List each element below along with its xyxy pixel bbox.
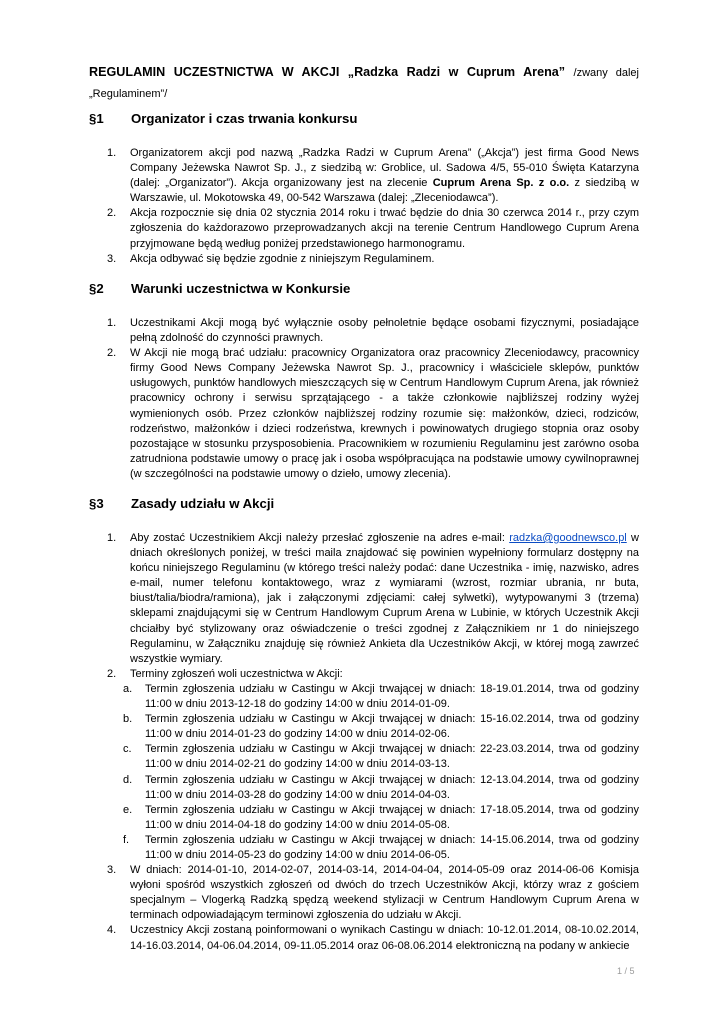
item-letter: e.: [123, 803, 133, 816]
list-item: [107, 863, 639, 923]
list-item: [107, 206, 639, 251]
item-text: Termin zgłoszenia udziału w Castingu w Akcji trwającej w dniach: 12-13.04.2014, trwa od godziny 11:00 w dniu 2014-03-28 do godziny 14:00 w dniu 2014-04-03.: [145, 773, 639, 801]
list-item: [107, 531, 639, 667]
item-text: Uczestnikami Akcji mogą być wyłącznie osoby pełnoletnie będące osobami fizycznymi, posiadające pełną zdolność do czynności prawnych.: [130, 317, 639, 345]
item-text: Termin zgłoszenia udziału w Castingu w Akcji trwającej w dniach: 14-15.06.2014, trwa od godziny 11:00 w dniu 2014-05-23 do godziny 14:00 w dniu 2014-06-05.: [145, 833, 639, 861]
document-title: [89, 62, 639, 104]
sub-list-item: [123, 833, 639, 863]
item-text: Organizatorem akcji pod nazwą „Radzka Radzi w Cuprum Arena” („Akcja”) jest firma Good News Company Jeżewska Nawrot Sp. J., z siedzibą w: Groblice, ul. Sadowa 4/5, 55-010 Święta Katarzyna (dalej: „Organizator”). Akcja organizowany jest na zlecenie: [130, 147, 639, 190]
list-item: [107, 667, 639, 682]
list-item: [107, 252, 639, 267]
list-item: [107, 923, 639, 953]
list-item: [107, 346, 639, 482]
item-text: W Akcji nie mogą brać udziału: pracownicy Organizatora oraz pracownicy Zleceniodawcy, pracownicy firmy Good News Company Jeżewska Nawrot Sp. J., pracownicy i właściciele sklepów, punktów usługowych, punktów handlowych mieszczących się w Centrum Handlowym Cuprum Arena, jak również pracownicy ochrony i serwisu sprzątającego - a także członkowie najbliższej rodziny wyżej wymienionych osób. Przez członków najbliższej rodziny rozumie się: małżonków, dzieci, rodziców, rodzeństwo, małżonków i dzieci rodzeństwa, krewnych i powinowatych drugiego stopnia oraz osoby pozostające w stosunku przysposobienia. Pracownikiem w rozumieniu Regulaminu jest zarówno osoba zatrudniona podstawie umowy o pracę jak i osoba współpracująca na podstawie umowy cywilnoprawnej (w szczególności na podstawie umowy o dzieło, umowy zlecenia).: [130, 347, 639, 480]
section-title: Zasady udziału w Akcji: [131, 496, 275, 511]
item-text: Termin zgłoszenia udziału w Castingu w Akcji trwającej w dniach: 18-19.01.2014, trwa od godziny 11:00 w dniu 2013-12-18 do godziny 14:00 w dniu 2014-01-09.: [145, 682, 639, 711]
section-1-list: [107, 146, 639, 267]
item-number: 1.: [107, 317, 117, 329]
item-text: Akcja rozpocznie się dnia 02 stycznia 2014 roku i trwać będzie do dnia 30 czerwca 2014 r., przy czym zgłoszenia do każdorazowo przeprowadzanych akcji na terenie Centrum Handlowego Cuprum Arena przyjmowane będą według poniżej przedstawionego harmonogramu.: [130, 207, 639, 250]
sub-list-item: [123, 803, 639, 833]
title-bold: REGULAMIN UCZESTNICTWA W AKCJI „Radzka Radzi w Cuprum Arena”: [89, 65, 566, 79]
item-number: 1.: [107, 532, 117, 544]
item-text: w dniach określonych poniżej, w treści maila znajdować się powinien wypełniony formularz dostępny na końcu niniejszego Regulaminu (w którego treści należy podać: dane Uczestnika - imię, nazwisko, adres e-mail, numer telefonu kontaktowego, wraz z wymiarami (wzrost, rozmiar ubrania, nr buta, biust/talia/biodra/ramiona), jak i załączonymi zdjęciami: całej sylwetki), wytypowanymi 3 (trzema) sklepami znajdującymi się w Centrum Handlowym Cuprum Arena w Lubinie, w których Uczestnik Akcji chciałby być stylizowany oraz oświadczenie o treści zgodnej z Załącznikiem nr 1 do niniejszego Regulaminu, w Załączniku znajduję się również Ankieta dla Uczestników Akcji, w której mogą zawrzeć wszystkie wymiary.: [130, 532, 640, 665]
sub-list-item: [123, 742, 639, 772]
item-number: 2.: [107, 207, 117, 220]
sub-list-item: [123, 712, 639, 742]
item-number: 3.: [107, 252, 117, 265]
list-item: [107, 146, 639, 206]
item-text: Termin zgłoszenia udziału w Castingu w Akcji trwającej w dniach: 22-23.03.2014, trwa od godziny 11:00 w dniu 2014-02-21 do godziny 14:00 w dniu 2014-03-13.: [145, 743, 639, 771]
item-letter: f.: [123, 833, 130, 846]
section-number: §1: [89, 111, 104, 126]
item-number: 1.: [107, 147, 117, 159]
item-text: Aby zostać Uczestnikiem Akcji należy przesłać zgłoszenie na adres e-mail:: [130, 532, 510, 544]
item-text: Terminy zgłoszeń woli uczestnictwa w Akcji:: [130, 667, 343, 680]
item-number: 3.: [107, 864, 117, 877]
section-1-heading: [89, 111, 357, 126]
section-2-heading: [89, 281, 350, 296]
item-letter: c.: [123, 743, 132, 756]
item-text: z siedzibą w Warszawie, ul. Mokotowska 49, 00-542 Warszawa (dalej: „Zleceniodawca”).: [130, 177, 639, 205]
section-title: Warunki uczestnictwa w Konkursie: [131, 281, 351, 296]
item-number: 2.: [107, 667, 117, 680]
section-title: Organizator i czas trwania konkursu: [131, 111, 358, 126]
item-number: 4.: [107, 924, 117, 937]
item-letter: b.: [123, 713, 133, 726]
title-suffix: /zwany dalej „Regulaminem”/: [89, 67, 639, 100]
item-letter: a.: [123, 682, 133, 695]
sub-list-item: [123, 773, 639, 803]
list-item: [107, 316, 639, 346]
page-number: 1 / 5: [617, 966, 635, 976]
item-number: 2.: [107, 347, 117, 360]
sub-list-item: [123, 682, 639, 712]
section-number: §2: [89, 281, 104, 296]
item-text: Termin zgłoszenia udziału w Castingu w Akcji trwającej w dniach: 15-16.02.2014, trwa od godziny 11:00 w dniu 2014-01-23 do godziny 14:00 w dniu 2014-02-06.: [145, 713, 639, 741]
item-text: Uczestnicy Akcji zostaną poinformowani o wynikach Castingu w dniach: 10-12.01.2014, 08-10.02.2014, 14-16.03.2014, 04-06.04.2014, 09-11.05.2014 oraz 06-08.06.2014 elektroniczną na podany w ankiecie: [130, 924, 639, 952]
section-3-list: [107, 531, 639, 954]
section-number: §3: [89, 496, 104, 511]
section-2-list: [107, 316, 639, 482]
item-bold-text: Cuprum Arena Sp. z o.o.: [432, 177, 570, 190]
item-text: W dniach: 2014-01-10, 2014-02-07, 2014-03-14, 2014-04-04, 2014-05-09 oraz 2014-06-06 Komisja wyłoni spośród wszystkich zgłoszeń od dwóch do trzech Uczestników Akcji, którzy wraz z gościem specjalnym – Vlogerką Radzką spędzą weekend stylizacji w Centrum Handlowym Cuprum Arena w terminach odpowiadającym terminowi zgłoszenia do udziału w Akcji.: [130, 864, 639, 922]
section-3-heading: [89, 496, 274, 511]
email-link[interactable]: radzka@goodnewsco.pl: [509, 532, 627, 544]
item-text: Akcja odbywać się będzie zgodnie z niniejszym Regulaminem.: [130, 252, 435, 265]
item-letter: d.: [123, 773, 133, 786]
item-text: Termin zgłoszenia udziału w Castingu w Akcji trwającej w dniach: 17-18.05.2014, trwa od godziny 11:00 w dniu 2014-04-18 do godziny 14:00 w dniu 2014-05-08.: [145, 803, 639, 831]
